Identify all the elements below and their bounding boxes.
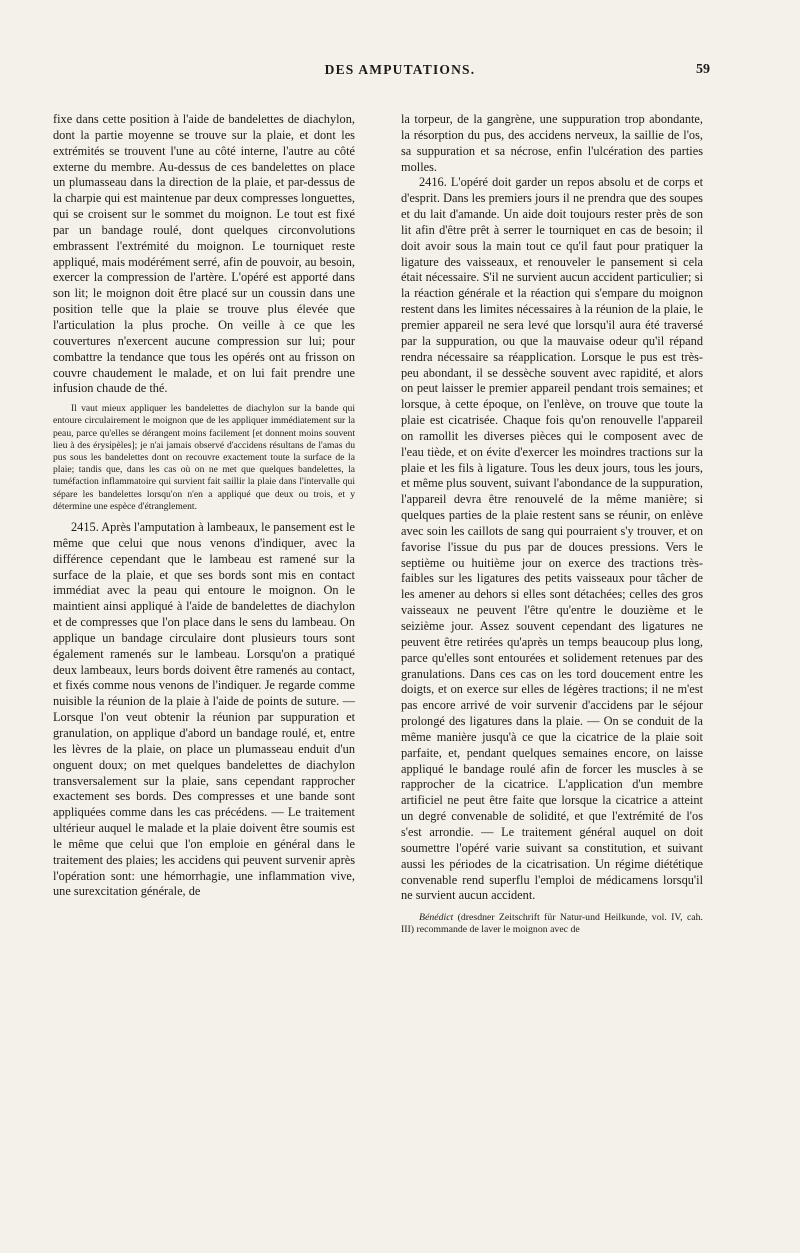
paragraph-2416: 2416. L'opéré doit garder un repos absolu et de corps et d'esprit. Dans les premiers jours il ne prendra que des soupes et du lait d'amande. Un aide doit toujours rester près de son lit afin d'être prêt à serrer le tourniquet en cas de besoin; il doit avoir sous la main tout ce qu'il faut pour pratiquer la ligature des vaisseaux, et renouveler le pansement si cela était nécessaire. S'il ne survient aucun accident particulier; si la réaction générale et la réaction qui s'empare du moignon restent dans les limites nécessaires à la réunion de la plaie, le premier appareil ne sera levé que lorsqu'il aura été traversé par la suppuration, ou que la mauvaise odeur qu'il répand rendra nécessaire sa réapplication. Lorsque le pus est très-peu abondant, il se dessèche souvent avec rapidité, et alors on peut laisser le premier appareil pendant trois semaines; et lorsque, à cette époque, on l'enlève, on trouve que toute la plaie est cicatrisée. Chaque fois qu'on renouvelle l'appareil on ramollit les diverses pièces qui le composent avec de l'eau tiède, et on évite d'exercer les moindres tractions sur la plaie et les fils à ligature. Tous les deux jours, tous les jours, et même plus souvent, suivant l'abondance de la suppuration, l'appareil devra être renouvelé de la même manière; si quelques parties de la plaie restent sans se réunir, on enlève avec soin les caillots de sang qui pourraient s'y trouver, et on favorise l'issue du pus par de douces pressions. Vers le septième ou huitième jour on exerce des tractions très-faibles sur les ligatures des petits vaisseaux pour tâcher de les amener au dehors si elles sont détachées; celles des gros vaisseaux ne peuvent l'être qu'entre le douzième et le seizième jour. Assez souvent cependant des ligatures ne peuvent être retirées qu'après un temps beaucoup plus long, parce qu'elles sont entourées et solidement retenues par des granulations. Dans ces cas on les tord doucement entre les doigts, et on exerce sur elles de légères tractions; il ne m'est pas encore arrivé de voir survenir d'accidens par le séjour prolongé des ligatures dans la plaie. — On se conduit de la même manière jusqu'à ce que la cicatrice de la plaie soit parfaite, et, pendant quelques semaines encore, on laisse appliqué le bandage roulé afin de forcer les muscles à se rapprocher de la cicatrice. L'application d'un membre artificiel ne peut être faite que lorsque la cicatrice a atteint un degré convenable de solidité, et que l'extrémité de l'os s'est arrondie. — Le traitement général auquel on doit soumettre l'opéré varie suivant sa constitution, et suivant aussi les périodes de la cicatrisation. Un régime diététique convenable rend superflu l'emploi de médicamens lorsqu'il ne survient aucun accident. bbox=[401, 175, 703, 903]
running-title: DES AMPUTATIONS. bbox=[324, 62, 476, 77]
page-header bbox=[0, 62, 800, 86]
footnote-bandelettes: Il vaut mieux appliquer les bandelettes de diachylon sur la bande qui entoure circulairement le moignon que de les appliquer immédiatement sur la peau, parce qu'elles se dérangent moins facilement [et donnent moins souvent lieu à des érysipèles]; je n'ai jamais observé d'accidens résultans de l'amas du pus sous les bandelettes dont on recouvre exactement toute la surface de la plaie; tandis que, dans les cas où on ne met que quelques bandelettes, la tuméfaction inflammatoire qui survient fait saillir la plaie dans l'intervalle qui sépare les bandelettes lorsqu'on n'en a appliqué que deux ou trois, et y détermine une espèce d'étranglement. bbox=[53, 403, 355, 512]
footnote-author: Bénédict bbox=[419, 912, 454, 924]
right-column bbox=[401, 112, 703, 937]
page-number: 59 bbox=[696, 62, 710, 77]
paragraph-continuation: la torpeur, de la gangrène, une suppuration trop abondante, la résorption du pus, des accidens nerveux, la saillie de l'os, sa suppuration et sa nécrose, enfin l'ulcération des parties molles. bbox=[401, 112, 703, 174]
footnote-benedict bbox=[401, 912, 703, 936]
paragraph-2415: 2415. Après l'amputation à lambeaux, le pansement est le même que celui que nous venons d'indiquer, avec la différence cependant que le lambeau est ramené sur la surface de la plaie, et que ses bords sont mis en contact immédiat avec la peau qui entoure le moignon. On le maintient ainsi appliqué à l'aide de bandelettes de diachylon et de compresses que l'on place dans le sens du lambeau. On applique un bandage circulaire dont plusieurs tours sont également ramenés sur le lambeau. Lorsqu'on a pratiqué deux lambeaux, leurs bords doivent être ramenés au contact, et fixés comme nous venons de l'indiquer. Je regarde comme nuisible la réunion de la plaie à l'aide de points de suture. — Lorsque l'on veut obtenir la réunion par suppuration et granulation, on applique d'abord un bandage roulé, et, entre les lèvres de la plaie, on place un plumasseau enduit d'un onguent doux; on met quelques bandelettes de diachylon transversalement sur la plaie, sans cependant rapprocher exactement ses bords. Des compresses et une bande sont appliquées comme dans les cas précédens. — Le traitement ultérieur auquel le malade et la plaie doivent être soumis est le même que celui que l'on emploie en général dans le traitement des plaies; les accidens qui peuvent survenir après l'opération sont: une hémorrhagie, une inflammation vive, une surexcitation générale, de bbox=[53, 520, 355, 899]
footnote-text: (dresdner Zeitschrift für Natur-und Heilkunde, vol. IV, cah. III) recommande de laver le moignon avec de bbox=[401, 912, 703, 936]
left-column bbox=[53, 112, 355, 900]
paragraph-dressing: fixe dans cette position à l'aide de bandelettes de diachylon, dont la partie moyenne se trouve sur la plaie, et dont les extrémités se trouvent l'une au côté interne, l'autre au côté externe du membre. Au-dessus de ces bandelettes on place un plumasseau dans la direction de la plaie, et par-dessus de la charpie qui est maintenue par deux compresses longuettes, qui se croisent sur le sommet du moignon. Le tout est fixé par un bandage roulé, dont quelques circonvolutions embrassent l'extrémité du moignon. Le tourniquet reste appliqué, mais modérément serré, afin de pouvoir, au besoin, exercer la compression de l'artère. L'opéré est apporté dans son lit; le moignon doit être placé sur un coussin dans une position telle que la plaie se trouve plus élevée que l'articulation la plus proche. On veille à ce que les couvertures n'exercent aucune compression sur lui; pour combattre la tendance que tous les opérés ont au frisson on couvre chaudement le malade, et on lui fait prendre une infusion chaude de thé. bbox=[53, 112, 355, 396]
